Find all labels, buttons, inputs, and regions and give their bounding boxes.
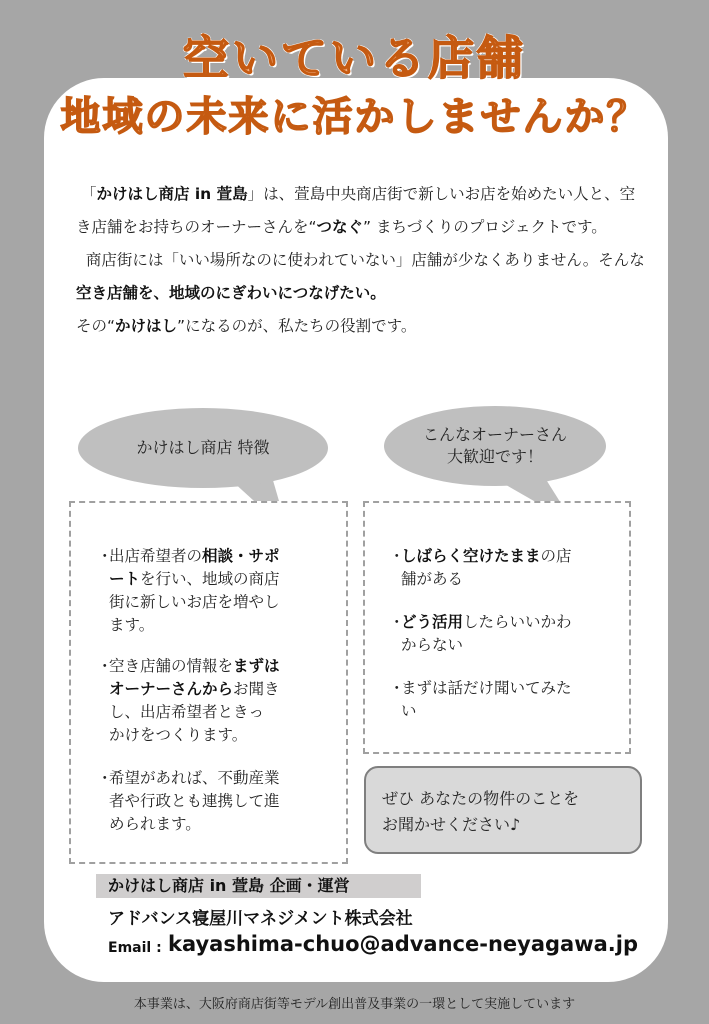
footer-note: 本事業は、大阪府商店街等モデル創出普及事業の一環として実施しています — [133, 997, 576, 1012]
feature-emphasis: オーナーさんから — [109, 680, 234, 698]
intro-text-span: その“ — [76, 317, 116, 335]
owner-line — [401, 611, 621, 634]
headline-line-2: 地域の未来に活かしませんか？ — [60, 94, 649, 140]
owners-bubble-text — [423, 424, 567, 468]
feature-line: 街に新しいお店を増やし — [109, 593, 280, 611]
features-box — [69, 501, 348, 864]
feature-item — [97, 767, 339, 836]
feature-line — [109, 678, 339, 701]
bullet: ・ — [97, 547, 113, 565]
feature-line: かけをつくります。 — [109, 726, 248, 744]
feature-emphasis: ート — [109, 570, 141, 588]
intro-text-span: 「 — [80, 185, 97, 203]
feature-line — [109, 568, 339, 591]
callout-line-1: ぜひ あなたの物件のことを — [382, 789, 580, 808]
owner-text: したらいいかわ — [463, 613, 572, 631]
intro-text-span: ”になるのが、私たちの役割です。 — [177, 317, 417, 335]
owner-item — [389, 611, 621, 657]
feature-item — [97, 655, 339, 747]
bullet: ・ — [389, 547, 405, 565]
feature-text: を行い、地域の商店 — [140, 570, 280, 588]
owner-item — [389, 545, 621, 591]
feature-text: 出店希望者の — [109, 547, 203, 565]
feature-line — [109, 545, 339, 568]
bullet: ・ — [389, 679, 405, 697]
feature-line: 希望があれば、不動産業 — [109, 769, 280, 787]
bullet: ・ — [97, 769, 113, 787]
callout-line-2: お聞かせください♪ — [382, 815, 521, 834]
feature-line: ます。 — [109, 616, 155, 634]
feature-line — [109, 655, 339, 678]
feature-emphasis: 相談・サポ — [202, 547, 280, 565]
owners-box — [363, 501, 631, 754]
owners-bubble-line-1: こんなオーナーさん — [422, 425, 567, 444]
owner-line — [401, 545, 621, 568]
owner-line: まずは話だけ聞いてみた — [401, 679, 572, 697]
bullet: ・ — [97, 657, 113, 675]
intro-text-span: 」は、萱島中央商店街で新しいお店を始めたい人と、空き店舗をお持ちのオーナーさんを“ — [76, 185, 636, 236]
organizer-label: かけはし商店 in 萱島 企画・運営 — [108, 876, 350, 895]
owners-bubble — [384, 406, 606, 486]
feature-text: お聞き — [233, 680, 280, 698]
intro-paragraph-1 — [76, 178, 646, 244]
owner-line: からない — [401, 636, 464, 654]
headline-line-1: 空いている店舗 — [183, 31, 526, 85]
intro-paragraph-2 — [76, 244, 646, 310]
email-label: Email : — [108, 940, 162, 956]
intro-text-span: ” まちづくりのプロジェクトです。 — [363, 218, 607, 236]
intro-text — [76, 178, 646, 343]
project-name: かけはし商店 in 萱島 — [96, 185, 248, 203]
owner-text: の店 — [540, 547, 572, 565]
emphasis-connect: つなぐ — [316, 218, 364, 236]
intro-text-span: 商店街には「いい場所なのに使われていない」店舗が少なくありません。そんな — [85, 251, 645, 269]
owner-line: 舗がある — [401, 570, 464, 588]
features-bubble: かけはし商店 特徴 — [78, 408, 328, 488]
owner-item — [389, 677, 621, 723]
owner-emphasis: どう活用 — [401, 613, 464, 631]
feature-line: 者や行政とも連携して進 — [109, 792, 280, 810]
feature-text: 空き店舗の情報を — [109, 657, 234, 675]
owners-bubble-line-2: 大歓迎です！ — [446, 447, 543, 466]
intro-paragraph-3 — [76, 310, 646, 343]
bullet: ・ — [389, 613, 405, 631]
feature-line: められます。 — [109, 815, 201, 833]
owner-line: い — [401, 702, 417, 720]
feature-emphasis: まずは — [233, 657, 280, 675]
emphasis-vacant-stores: 空き店舗を、地域のにぎわいにつなげたい。 — [76, 284, 386, 302]
feature-line: し、出店希望者ときっ — [109, 703, 265, 721]
email-address[interactable]: kayashima-chuo@advance-neyagawa.jp — [168, 932, 638, 956]
company-name: アドバンス寝屋川マネジメント株式会社 — [108, 909, 413, 929]
emphasis-kakehashi: かけはし — [115, 317, 178, 335]
owner-emphasis: しばらく空けたまま — [401, 547, 541, 565]
feature-item — [97, 545, 339, 637]
contact-callout — [364, 766, 642, 854]
